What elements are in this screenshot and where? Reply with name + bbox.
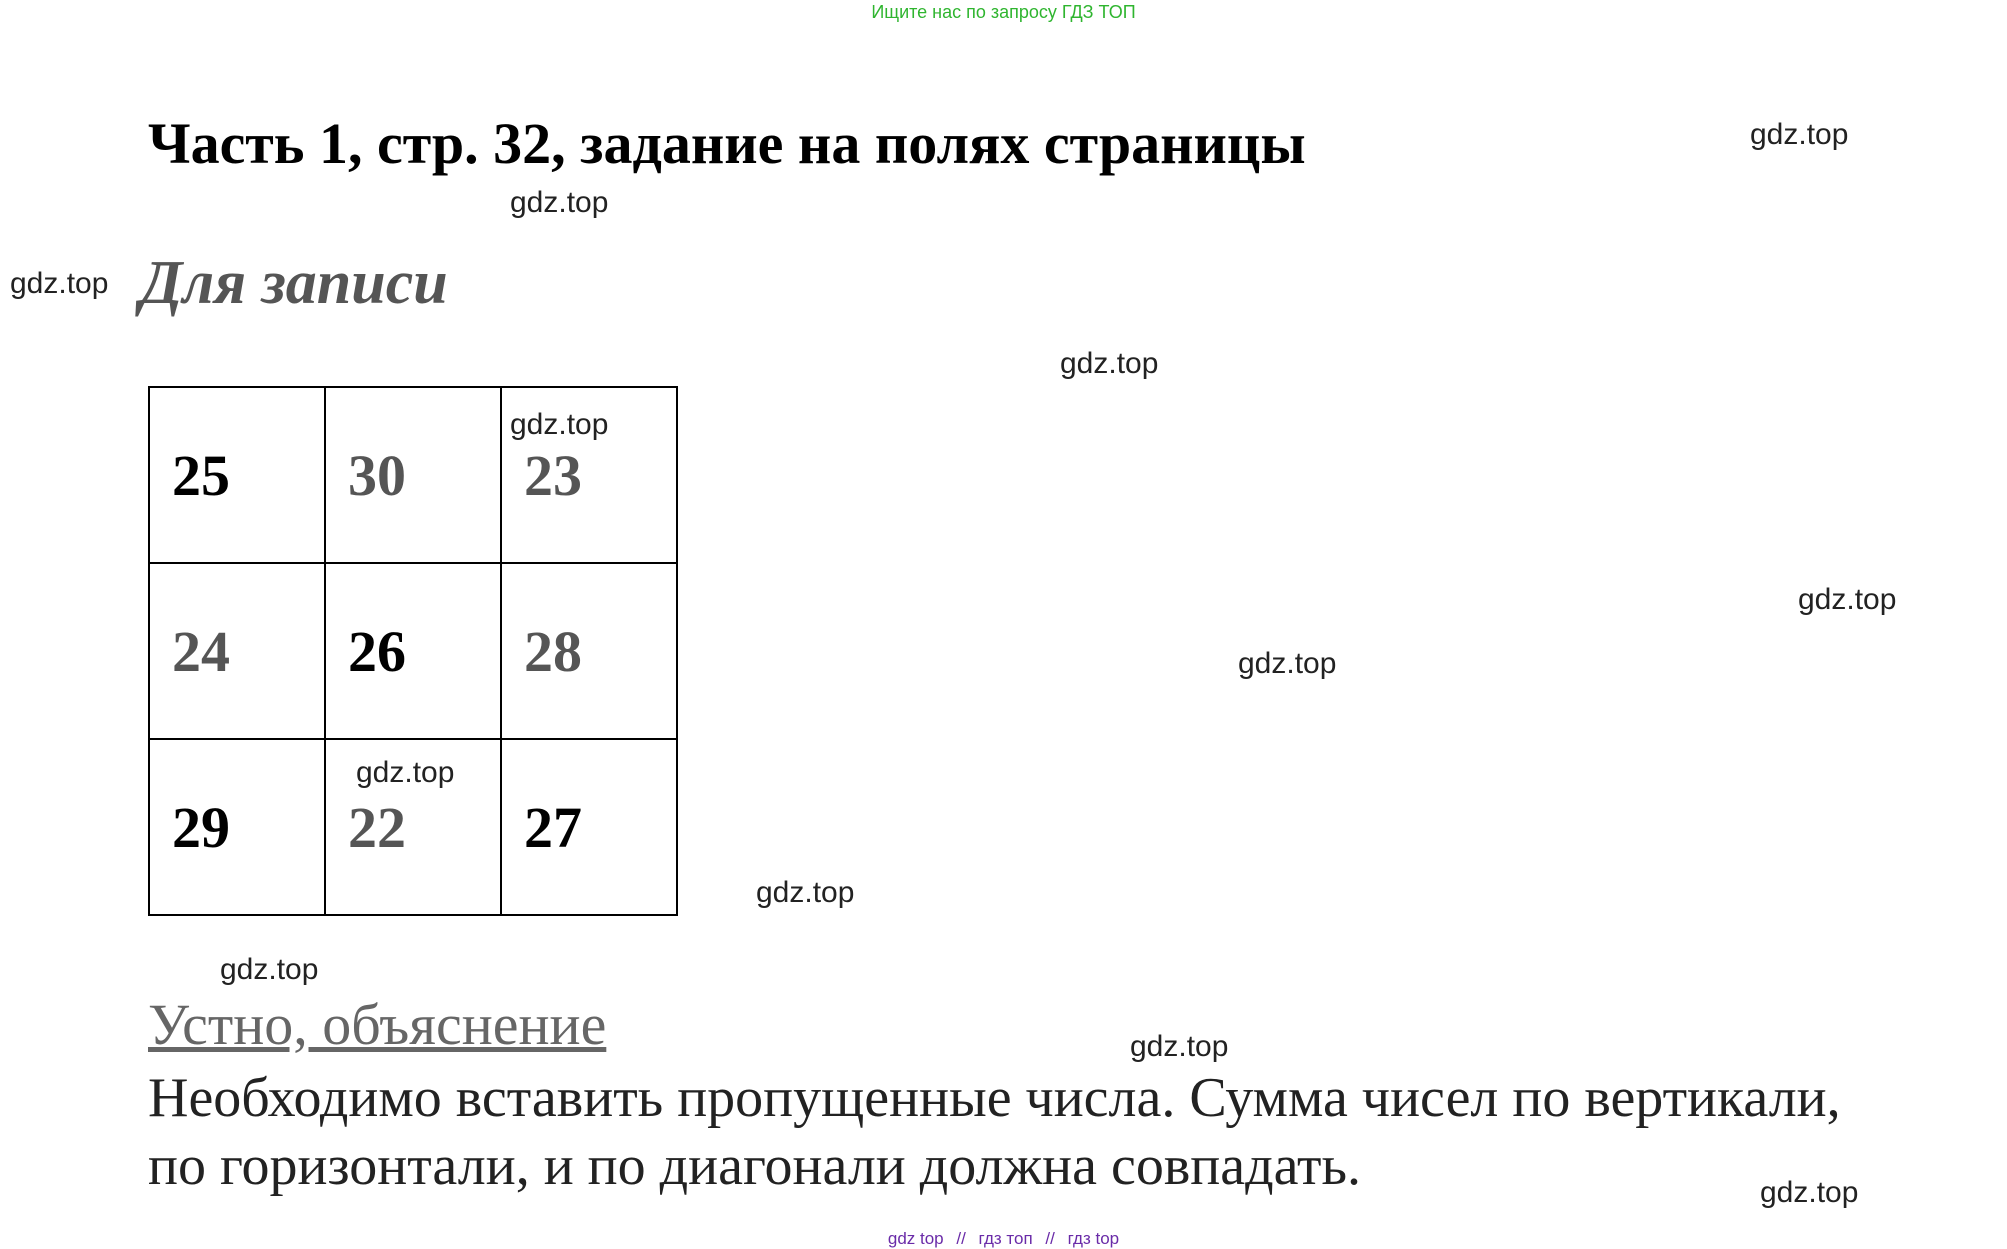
grid-cell: 27 (501, 739, 677, 915)
grid-cell: 29 (149, 739, 325, 915)
grid-row (149, 563, 677, 739)
watermark-text: gdz.top (1760, 1176, 1859, 1209)
magic-square-grid (148, 386, 678, 916)
search-hint-banner: Ищите нас по запросу ГДЗ ТОП (871, 2, 1136, 22)
grid-cell: 28 (501, 563, 677, 739)
watermark-text: gdz.top (220, 953, 319, 986)
footer-separator: // (956, 1229, 966, 1248)
watermark-text: gdz.top (510, 408, 609, 441)
footer-links (0, 1229, 2007, 1249)
page-title: Часть 1, стр. 32, задание на полях страницы (148, 111, 1306, 176)
grid-cell: 25 (149, 387, 325, 563)
grid-cell: 22 (325, 739, 501, 915)
grid-cell: 24 (149, 563, 325, 739)
grid-cell: 23 (501, 387, 677, 563)
watermark-text: gdz.top (10, 267, 109, 300)
watermark-text: gdz.top (356, 756, 455, 789)
watermark-text: gdz.top (510, 186, 609, 219)
grid-cell: 30 (325, 387, 501, 563)
watermark-text: gdz.top (1798, 583, 1897, 616)
watermark-text: gdz.top (1060, 347, 1159, 380)
explanation-label: Устно, объяснение (148, 992, 607, 1057)
explanation-text (148, 1064, 1998, 1200)
explanation-line: Необходимо вставить пропущенные числа. Сумма чисел по вертикали, (148, 1067, 1841, 1129)
explanation-line: по горизонтали, и по диагонали должна совпадать. (148, 1135, 1361, 1197)
watermark-text: gdz.top (1750, 118, 1849, 151)
watermark-text: gdz.top (1130, 1030, 1229, 1063)
footer-link[interactable]: гдз top (1067, 1229, 1120, 1248)
footer-link[interactable]: gdz top (887, 1229, 944, 1248)
grid-cell: 26 (325, 563, 501, 739)
watermark-text: gdz.top (1238, 647, 1337, 680)
footer-separator: // (1045, 1229, 1055, 1248)
watermark-text: gdz.top (756, 876, 855, 909)
footer-link[interactable]: гдз топ (978, 1229, 1033, 1248)
section-heading: Для записи (140, 249, 448, 317)
